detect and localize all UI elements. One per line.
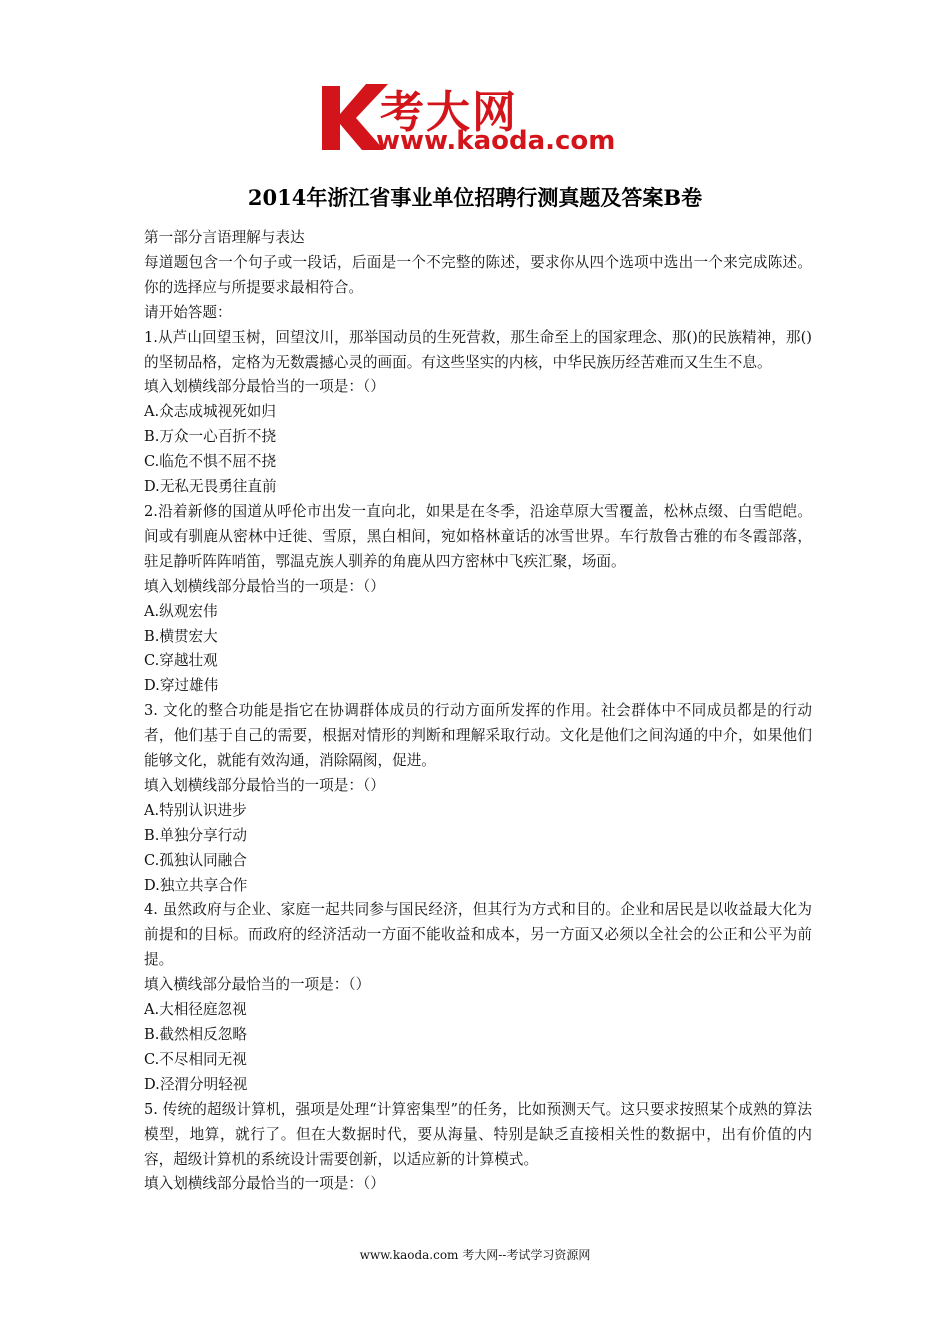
question-4: 4. 虽然政府与企业、家庭一起共同参与国民经济，但其行为方式和目的。企业和居民是以收益最大化为前提和的目标。而政府的经济活动一方面不能收益和成本，另一方面又必须以全社会的公正和公平为前提。 (144, 901, 812, 969)
kaoda-logo (318, 78, 648, 160)
section-heading: 第一部分言语理解与表达 (144, 229, 305, 246)
document-title: 2014年浙江省事业单位招聘行测真题及答案B卷 (247, 185, 703, 210)
question-2-option-a: A.纵观宏伟 (144, 602, 218, 620)
question-1-option-b: B.万众一心百折不挠 (144, 428, 277, 446)
question-1-prompt: 填入划横线部分最恰当的一项是：（） (144, 378, 385, 396)
question-3-option-b: B.单独分享行动 (144, 826, 247, 844)
question-4-option-d: D.泾渭分明轻视 (144, 1075, 248, 1093)
question-2: 2.沿着新修的国道从呼伦市出发一直向北，如果是在冬季，沿途草原大雪覆盖，松林点缀、白雪皑皑。间或有驯鹿从密林中迁徙、雪原，黑白相间，宛如格林童话的冰雪世界。车行敖鲁古雅的布冬霞部落，驻足静听阵阵哨笛，鄂温克族人驯养的角鹿从四方密林中飞疾汇聚，场面。 (144, 502, 812, 570)
document-body (144, 226, 812, 1197)
question-1: 1.从芦山回望玉树，回望汶川，那举国动员的生死营救，那生命至上的国家理念、那()的民族精神，那()的坚韧品格，定格为无数震撼心灵的画面。有这些坚实的内核，中华民族历经苦难而又生生不息。 (144, 328, 812, 371)
question-2-option-b: B.横贯宏大 (144, 627, 218, 645)
question-3-option-c: C.孤独认同融合 (144, 851, 247, 869)
page-footer: www.kaoda.com 考大网--考试学习资源网 (359, 1248, 591, 1262)
instruction-text: 每道题包含一个句子或一段话，后面是一个不完整的陈述，要求你从四个选项中选出一个来完成陈述。你的选择应与所提要求最相符合。 (144, 253, 812, 296)
logo-url-text: www.kaoda.com (376, 126, 616, 156)
question-2-option-d: D.穿过雄伟 (144, 677, 219, 695)
question-4-option-c: C.不尽相同无视 (144, 1050, 247, 1068)
question-2-option-c: C.穿越壮观 (144, 652, 218, 670)
question-3-option-d: D.独立共享合作 (144, 876, 248, 894)
question-1-option-a: A.众志成城视死如归 (144, 403, 276, 421)
question-3: 3. 文化的整合功能是指它在协调群体成员的行动方面所发挥的作用。社会群体中不同成员都是的行动者，他们基于自己的需要，根据对情形的判断和理解采取行动。文化是他们之间沟通的中介，如果他们能够文化，就能有效沟通，消除隔阂，促进。 (144, 702, 812, 770)
question-1-option-c: C.临危不惧不屈不挠 (144, 453, 277, 471)
question-4-option-b: B.截然相反忽略 (144, 1026, 247, 1043)
instruction-start: 请开始答题： (144, 303, 232, 321)
question-5-prompt: 填入划横线部分最恰当的一项是：（） (144, 1175, 385, 1193)
question-3-prompt: 填入划横线部分最恰当的一项是：（） (144, 776, 385, 794)
question-2-prompt: 填入划横线部分最恰当的一项是：（） (144, 577, 385, 595)
question-5: 5. 传统的超级计算机，强项是处理“计算密集型”的任务，比如预测天气。这只要求按照某个成熟的算法模型，地算，就行了。但在大数据时代，要从海量、特别是缺乏直接相关性的数据中，出有价值的内容，超级计算机的系统设计需要创新，以适应新的计算模式。 (144, 1100, 812, 1168)
question-1-option-d: D.无私无畏勇往直前 (144, 478, 277, 496)
logo-brand-text: 考大网 (380, 87, 518, 138)
question-3-option-a: A.特别认识进步 (144, 801, 247, 819)
question-4-prompt: 填入横线部分最恰当的一项是：（） (144, 976, 371, 994)
question-4-option-a: A.大相径庭忽视 (144, 1001, 247, 1019)
